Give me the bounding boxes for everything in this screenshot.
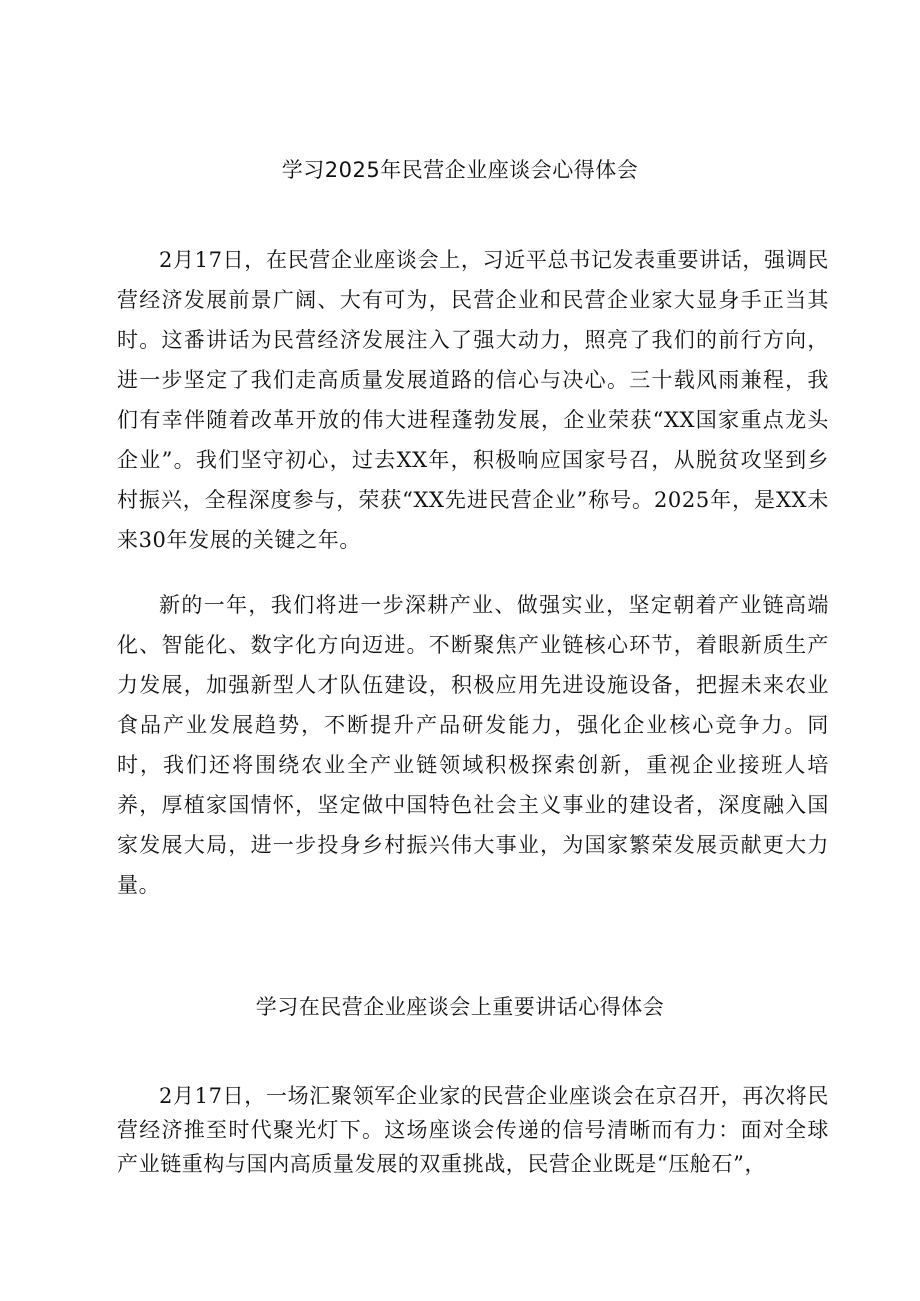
section-1-paragraph-1: 2月17日，在民营企业座谈会上，习近平总书记发表重要讲话，强调民营经济发展前景广阔、大有可为，民营企业和民营企业家大显身手正当其时。这番讲话为民营经济发展注入了强大动力，照亮了我们的前行方向，进一步坚定了我们走高质量发展道路的信心与决心。三十载风雨兼程，我们有幸伴随着改革开放的伟大进程蓬勃发展，企业荣获“XX国家重点龙头企业”。我们坚守初心，过去XX年，积极响应国家号召，从脱贫攻坚到乡村振兴，全程深度参与，荣获“XX先进民营企业”称号。2025年，是XX未来30年发展的关键之年。 <box>117 248 829 552</box>
section-2-title: 学习在民营企业座谈会上重要讲话心得体会 <box>255 995 665 1019</box>
section-1-paragraph-2: 新的一年，我们将进一步深耕产业、做强实业，坚定朝着产业链高端化、智能化、数字化方向迈进。不断聚焦产业链核心环节，着眼新质生产力发展，加强新型人才队伍建设，积极应用先进设施设备，把握未来农业食品产业发展趋势，不断提升产品研发能力，强化企业核心竞争力。同时，我们还将围绕农业全产业链领域积极探索创新，重视企业接班人培养，厚植家国情怀，坚定做中国特色社会主义事业的建设者，深度融入国家发展大局，进一步投身乡村振兴伟大事业，为国家繁荣发展贡献更大力量。 <box>117 593 829 897</box>
section-1-title: 学习2025年民营企业座谈会心得体会 <box>281 158 639 182</box>
section-2-paragraph-1: 2月17日，一场汇聚领军企业家的民营企业座谈会在京召开，再次将民营经济推至时代聚光灯下。这场座谈会传递的信号清晰而有力：面对全球产业链重构与国内高质量发展的双重挑战，民营企业既是“压舱石”， <box>117 1084 829 1176</box>
